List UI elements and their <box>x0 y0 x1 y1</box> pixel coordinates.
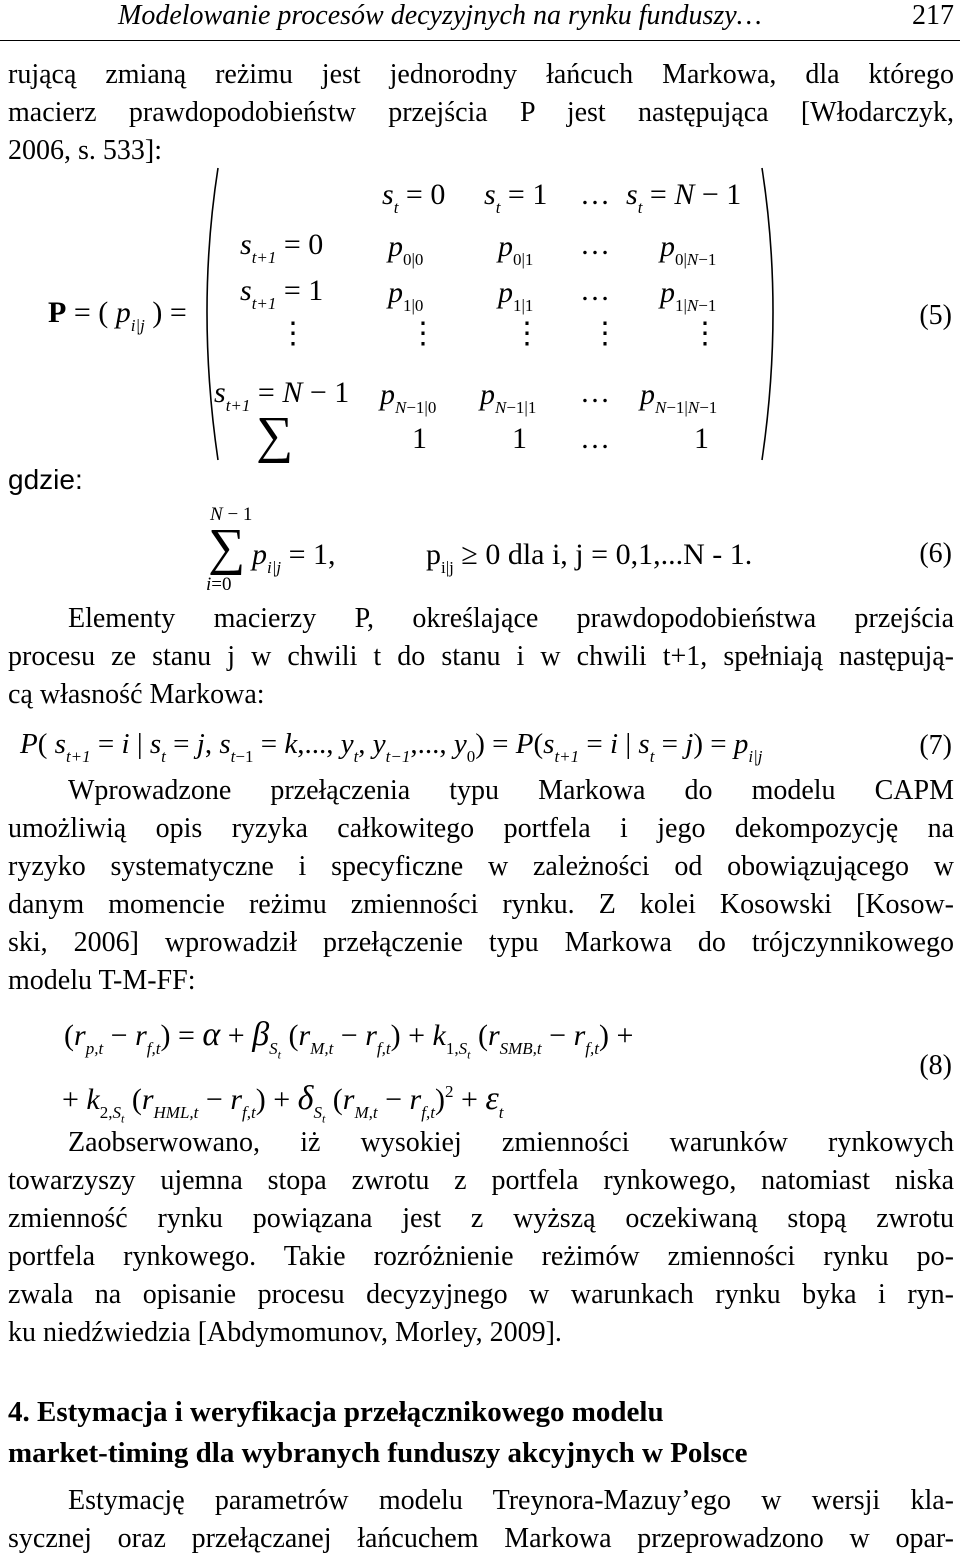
text-line: 2006, s. 533]: <box>8 135 162 166</box>
gdzie-label: gdzie: <box>8 464 83 495</box>
sum-cell: 1 <box>694 422 709 455</box>
matrix-cell: … <box>580 274 610 307</box>
matrix-cell: … <box>580 376 610 409</box>
running-header <box>0 0 960 41</box>
equation-number: (5) <box>919 300 952 331</box>
page-number: 217 <box>912 0 954 31</box>
sum-cell: … <box>580 422 610 455</box>
text-line: Estymację parametrów modelu Treynora-Mazuy’ego w wersji kla- <box>68 1485 954 1516</box>
matrix-vdots: ⋮ <box>408 317 438 350</box>
paragraph-estimation <box>8 1482 954 1558</box>
text-line: ryzyko systematyczne i specyficzne w zależności od obowiązującego w <box>8 851 954 882</box>
matrix-vdots: ⋮ <box>278 317 308 350</box>
text-line: sycznej oraz przełączanej łańcuchem Markowa przeprowadzono w opar- <box>8 1523 954 1554</box>
matrix-cell: $p_{1|1}$ <box>498 276 534 315</box>
matrix-cell: $p_{N-1|1}$ <box>480 378 537 417</box>
text-line: danym momencie reżimu zmienności rynku. Z kolei Kosowski [Kosow- <box>8 889 954 920</box>
text-line: Elementy macierzy P, określające prawdopodobieństwa przejścia <box>68 603 954 634</box>
text-line: cą własność Markowa: <box>8 679 265 710</box>
text-line: ku niedźwiedzia [Abdymomunov, Morley, 2009]. <box>8 1317 562 1348</box>
matrix-cell: $p_{1|0}$ <box>388 276 424 315</box>
matrix-cell: $p_{0|N-1}$ <box>660 230 717 269</box>
eq8-line1: $(r_{p,t} - r_{f,t}) = \alpha + \beta_{S_t}$ $(r_{M,t} - r_{f,t}) + k_{1,S_t}$ $(r_{SMB,t} - r_{f,t})$ + <box>64 1016 634 1062</box>
running-title: Modelowanie procesów decyzyjnych na rynku funduszy… <box>118 0 762 31</box>
col-header-dots: … <box>580 178 610 211</box>
heading-line: market-timing dla wybranych funduszy akcyjnych w Polsce <box>8 1437 748 1469</box>
paragraph-observations <box>8 1124 954 1352</box>
text-line: zmienność rynku powiązana jest z wyższą oczekiwaną stopą zwrotu <box>8 1203 954 1234</box>
matrix-cell: $p_{1|N-1}$ <box>660 276 717 315</box>
eq6-condition: $p_{i|j} \ge 0$ dla i, j = 0,1,...N - 1. <box>426 538 753 577</box>
text-line: portfela rynkowego. Takie rozróżnienie reżimów zmienności rynku po- <box>8 1241 954 1272</box>
text-line: ski, 2006] wprowadził przełączenie typu Markowa do trójczynnikowego <box>8 927 954 958</box>
matrix-cell: $p_{N-1|N-1}$ <box>640 378 718 417</box>
sum-lower-limit: i=0 <box>206 574 232 595</box>
text-line: procesu ze stanu j w chwili t do stanu i w chwili t+1, spełniają następują- <box>8 641 954 672</box>
text-line: rującą zmianą reżimu jest jednorodny łańcuch Markowa, dla którego <box>8 59 954 90</box>
matrix-vdots: ⋮ <box>512 317 542 350</box>
matrix-lhs: P = ( $p_{i|j}$ ) = <box>48 296 187 335</box>
equation-number: (8) <box>919 1050 952 1081</box>
text-line: zwala na opisanie procesu decyzyjnego w warunkach rynku byka i ryn- <box>8 1279 954 1310</box>
matrix-cell: $p_{0|0}$ <box>388 230 424 269</box>
row-label-1: $s_{t+1} = 1$ <box>240 274 324 313</box>
matrix-cell: $p_{N-1|0}$ <box>380 378 437 417</box>
equation-number: (7) <box>919 730 952 761</box>
sum-cell: 1 <box>412 422 427 455</box>
col-header-0: $s_t = 0$ <box>382 178 446 217</box>
sum-cell: 1 <box>512 422 527 455</box>
text-line: macierz prawdopodobieństw przejścia P jest następująca [Włodarczyk, <box>8 97 954 128</box>
matrix-vdots: ⋮ <box>690 317 720 350</box>
paragraph-intro <box>8 56 954 170</box>
text-line: Wprowadzone przełączenia typu Markowa do modelu CAPM <box>68 775 954 806</box>
text-line: modelu T-M-FF: <box>8 965 196 996</box>
eq7-body: P( $s_{t+1} = i$ | $s_t = j$, $s_{t-1} = k$,..., $y_t$, $y_{t-1}$,..., $y_0) = P(s_{t+1} = i$ | $s_t = j) = p_{i|j}$ <box>20 728 763 766</box>
matrix-vdots: ⋮ <box>590 317 620 350</box>
eq6-sum-term: $p_{i|j} = 1$, <box>252 538 336 577</box>
text-line: Zaobserwowano, iż wysokiej zmienności warunków rynkowych <box>68 1127 954 1158</box>
equation-number: (6) <box>919 538 952 569</box>
sum-symbol: ∑ <box>208 519 246 576</box>
sum-symbol: ∑ <box>256 407 294 464</box>
col-header-N: $s_t = N - 1$ <box>626 178 742 217</box>
matrix-cell: $p_{0|1}$ <box>498 230 534 269</box>
matrix-symbol-P: P <box>48 296 67 329</box>
row-label-0: $s_{t+1} = 0$ <box>240 228 324 267</box>
col-header-1: $s_t = 1$ <box>484 178 548 217</box>
text-line: umożliwią opis ryzyka całkowitego portfela i jego dekompozycję na <box>8 813 954 844</box>
sum-upper-limit: N − 1 <box>210 504 253 525</box>
paragraph-capm <box>8 772 954 1000</box>
heading-line: 4. Estymacja i weryfikacja przełącznikowego modelu <box>8 1396 664 1428</box>
paragraph-markov-property <box>8 600 954 714</box>
section-heading <box>8 1392 748 1474</box>
text-line: towarzyszy ujemna stopa zwrotu z portfela rynkowego, natomiast niska <box>8 1165 954 1196</box>
eq8-line2: + $k_{2,S_t}$ $(r_{HML,t} - r_{f,t}) + \delta_{S_t}$ $(r_{M,t} - r_{f,t})^2 + \varepsilon_t$ <box>62 1080 504 1126</box>
matrix-cell: … <box>580 228 610 261</box>
row-label-N: $s_{t+1} = N - 1$ <box>214 376 350 415</box>
